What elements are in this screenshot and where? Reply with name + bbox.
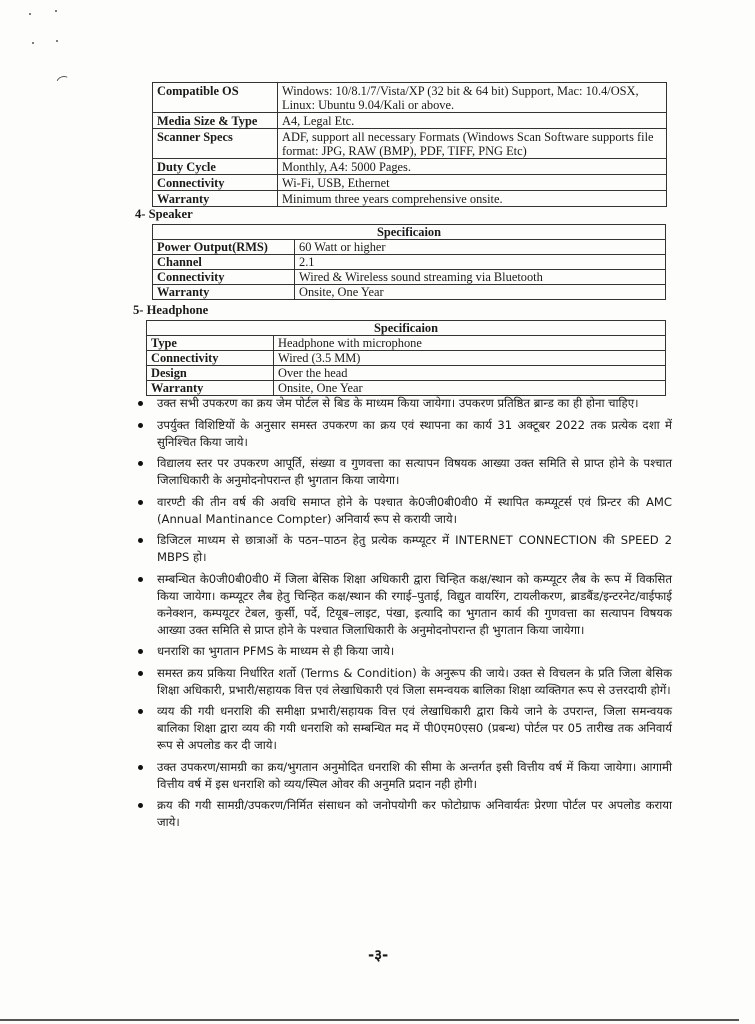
- scan-speck: [32, 42, 34, 44]
- bullet-icon: [138, 423, 143, 428]
- list-item-text: उक्त उपकरण/सामग्री का क्रय/भुगतान अनुमोदित धनराशि की सीमा के अन्तर्गत इसी वित्तीय वर्ष में किया जायेगा। आगामी वित्तीय वर्ष में इस धनराशि को व्यय/स्पिल ओवर की अनुमति प्रदान नही होगी।: [157, 759, 672, 791]
- list-item: [134, 759, 672, 793]
- headphone-spec-table: [146, 320, 666, 396]
- spec-value: Over the head: [274, 366, 666, 381]
- spec-value: Windows: 10/8.1/7/Vista/XP (32 bit & 64 bit) Support, Mac: 10.4/OSX, Linux: Ubuntu 9.04/Kali or above.: [278, 83, 667, 113]
- section-heading-headphone: 5- Headphone: [133, 303, 209, 317]
- spec-key: Duty Cycle: [153, 159, 278, 175]
- list-item-text: क्रय की गयी सामग्री/उपकरण/निर्मित संसाधन को जनोपयोगी कर फोटोग्राफ अनिवार्यतः प्रेरणा पोर्टल पर अपलोड कराया जाये।: [157, 798, 672, 829]
- spec-key: Compatible OS: [153, 83, 278, 113]
- spec-key: Type: [147, 336, 274, 351]
- page-number: -३-: [368, 946, 389, 964]
- spec-value: Wi-Fi, USB, Ethernet: [278, 175, 667, 191]
- spec-value: 60 Watt or higher: [295, 240, 666, 255]
- spec-value: Wired & Wireless sound streaming via Bluetooth: [295, 270, 666, 285]
- table-row: [147, 366, 666, 381]
- list-item: [134, 643, 672, 660]
- table-row: [153, 191, 667, 207]
- spec-key: Media Size & Type: [153, 113, 278, 129]
- table-header-row: [147, 321, 666, 336]
- list-item: [134, 571, 672, 639]
- spec-value: Monthly, A4: 5000 Pages.: [278, 159, 667, 175]
- list-item-text: विद्यालय स्तर पर उपकरण आपूर्ति, संख्या व गुणवत्ता का सत्यापन विषयक आख्या उक्त समिति से प्राप्त होने के पश्चात जिलाधिकारी के अनुमोदनोपरान्त ही भुगतान किया जायेगा।: [157, 456, 672, 487]
- list-item-text: उपर्युक्त विशिष्टियों के अनुसार समस्त उपकरण का क्रय एवं स्थापना का कार्य 31 अक्टूबर 2022 तक प्रत्येक दशा में सुनिश्चित किया जाये।: [157, 417, 672, 449]
- bullet-icon: [138, 577, 143, 582]
- spec-value: Headphone with microphone: [274, 336, 666, 351]
- spec-key: Design: [147, 366, 274, 381]
- spec-value: 2.1: [295, 255, 666, 270]
- bullet-icon: [138, 671, 143, 676]
- table-header: Specificaion: [147, 321, 666, 336]
- table-header-row: [153, 225, 666, 240]
- spec-key: Connectivity: [147, 351, 274, 366]
- table-row: [153, 159, 667, 175]
- spec-key: Warranty: [147, 381, 274, 396]
- list-item-text: वारण्टी की तीन वर्ष की अवधि समाप्त होने के पश्चात के0जी0बी0वी0 में स्थापित कम्प्यूटर्स एवं प्रिन्टर की AMC (Annual Mantinance Compter) अनिवार्य रूप से करायी जाये।: [157, 494, 672, 526]
- table-row: [153, 255, 666, 270]
- bullet-icon: [138, 500, 143, 505]
- spec-key: Scanner Specs: [153, 129, 278, 159]
- spec-value: ADF, support all necessary Formats (Windows Scan Software supports file format: JPG, RAW (BMP), PDF, TIFF, PNG Etc): [278, 129, 667, 159]
- bullet-icon: [138, 765, 143, 770]
- table-row: [153, 270, 666, 285]
- bullet-icon: [138, 709, 143, 714]
- bullet-icon: [138, 538, 143, 543]
- list-item: [134, 395, 672, 412]
- table-row: [153, 240, 666, 255]
- scan-speck: [55, 10, 57, 12]
- spec-key: Connectivity: [153, 270, 295, 285]
- printer-spec-table: [152, 82, 667, 207]
- list-item: [134, 797, 672, 831]
- list-item: [134, 455, 672, 489]
- spec-key: Connectivity: [153, 175, 278, 191]
- scan-speck: [56, 40, 58, 42]
- list-item: [134, 665, 672, 699]
- table-row: [147, 336, 666, 351]
- list-item: [134, 703, 672, 754]
- list-item-text: डिजिटल माध्यम से छात्राओं के पठन–पाठन हेतु प्रत्येक कम्प्यूटर में INTERNET CONNECTION की SPEED 2 MBPS हो।: [157, 533, 672, 564]
- spec-key: Channel: [153, 255, 295, 270]
- spec-key: Power Output(RMS): [153, 240, 295, 255]
- list-item-text: व्यय की गयी धनराशि की समीक्षा प्रभारी/सहायक वित्त एवं लेखाधिकारी द्वारा किये जाने के उपरान्त, जिला समन्वयक बालिका शिक्षा द्वारा व्यय की गयी धनराशि को सम्बन्धित मद में पी0एम0एस0 (प्रबन्ध) पोर्टल पर 05 तारीख तक अनिवार्य रूप से अपलोड कर दी जाये।: [157, 704, 672, 752]
- punch-hole-mark: [54, 74, 75, 95]
- list-item: [134, 417, 672, 451]
- table-row: [153, 113, 667, 129]
- list-item-text: समस्त क्रय प्रकिया निर्धारित शर्तो (Terms & Condition) के अनुरूप की जाये। उक्त से विचलन के प्रति जिला बेसिक शिक्षा अधिकारी, प्रभारी/सहायक वित्त एवं लेखाधिकारी एवं जिला समन्वयक बालिका शिक्षा व्यक्तिगत रूप से उत्तरदायी होगें।: [157, 665, 672, 697]
- table-row: [147, 381, 666, 396]
- spec-value: Minimum three years comprehensive onsite.: [278, 191, 667, 207]
- spec-value: Onsite, One Year: [274, 381, 666, 396]
- bullet-icon: [138, 803, 143, 808]
- table-row: [147, 351, 666, 366]
- table-row: [153, 175, 667, 191]
- spec-value: A4, Legal Etc.: [278, 113, 667, 129]
- spec-value: Onsite, One Year: [295, 285, 666, 300]
- table-row: [153, 285, 666, 300]
- table-header: Specificaion: [153, 225, 666, 240]
- instruction-list: [134, 395, 672, 836]
- section-heading-speaker: 4- Speaker: [135, 207, 193, 221]
- spec-key: Warranty: [153, 285, 295, 300]
- list-item-text: सम्बन्धित के0जी0बी0वी0 में जिला बेसिक शिक्षा अधिकारी द्वारा चिन्हित कक्ष/स्थान को कम्प्यूटर लैब के रूप में विकसित किया जायेगा। कम्प्यूटर लैब हेतु चिन्हित कक्ष/स्थान की रगाई–पुताई, विद्युत वायरिंग, टायलीकरण, ब्राडबैंड/इन्टरनेट/वाईफाई कनेक्शन, कम्पयूटर टेबल, कुर्सी, पर्दे, टियूब–लाइट, पंखा, इत्यादि का भुगतान कार्य की गुणवत्ता का सत्यापन विषयक आख्या उक्त समिति से प्राप्त होने के पश्चात जिलाधिकारी के अनुमोदनोपरान्त ही भुगतान किया जायेगा।: [157, 571, 672, 637]
- spec-value: Wired (3.5 MM): [274, 351, 666, 366]
- bullet-icon: [138, 649, 143, 654]
- scan-edge-line: [0, 1019, 739, 1021]
- list-item-text: उक्त सभी उपकरण का क्रय जेम पोर्टल से बिड के माध्यम किया जायेगा। उपकरण प्रतिष्ठित ब्रान्ड का ही होना चाहिए।: [157, 396, 639, 410]
- table-row: [153, 83, 667, 113]
- list-item-text: धनराशि का भुगतान PFMS के माध्यम से ही किया जाये।: [157, 644, 395, 658]
- list-item: [134, 494, 672, 528]
- bullet-icon: [138, 461, 143, 466]
- list-item: [134, 532, 672, 566]
- bullet-icon: [138, 401, 143, 406]
- table-row: [153, 129, 667, 159]
- speaker-spec-table: [152, 224, 666, 300]
- scan-speck: [29, 13, 31, 15]
- spec-key: Warranty: [153, 191, 278, 207]
